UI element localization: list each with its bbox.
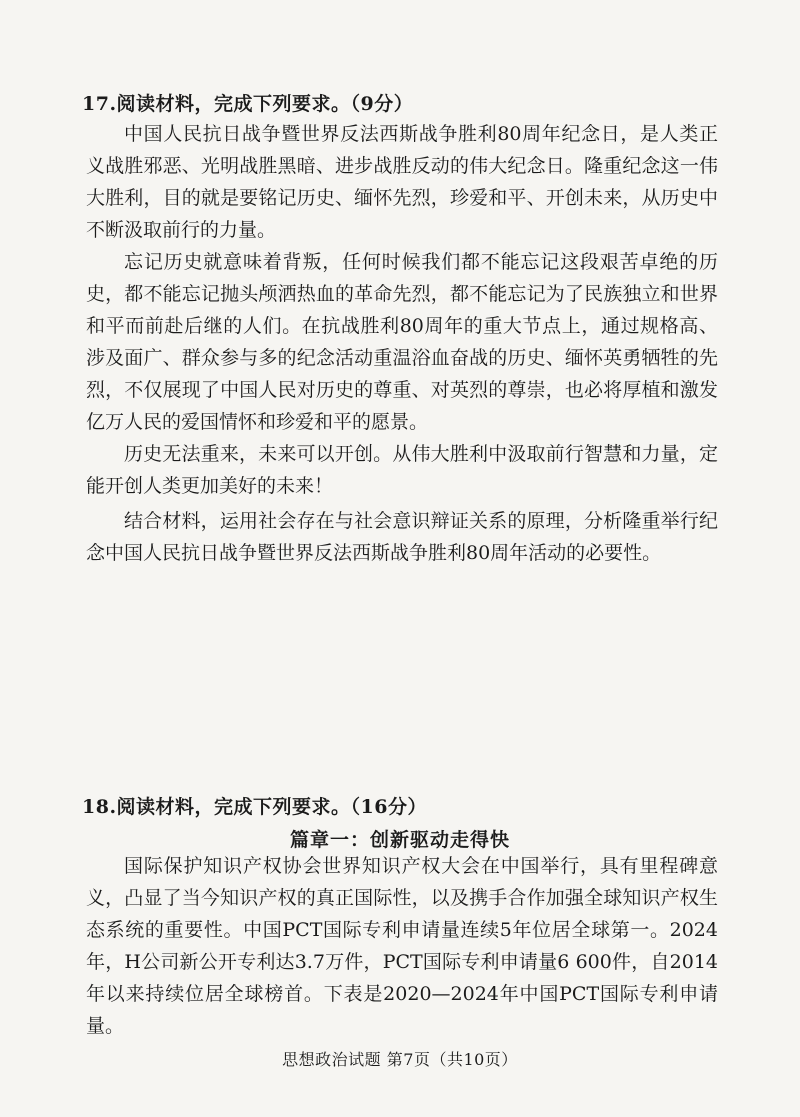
question-17-paragraph-1: 中国人民抗日战争暨世界反法西斯战争胜利80周年纪念日，是人类正义战胜邪恶、光明战胜黑暗、进步战胜反动的伟大纪念日。隆重纪念这一伟大胜利，目的就是要铭记历史、缅怀先烈，珍爱和平、开创未来，从历史中不断汲取前行的力量。	[86, 123, 718, 241]
question-18-heading: 18.阅读材料，完成下列要求。（16分）	[82, 796, 427, 818]
page-footer: 思想政治试题 第7页（共10页）	[282, 1050, 518, 1069]
question-17-heading: 17.阅读材料，完成下列要求。（9分）	[82, 93, 414, 115]
question-18-paragraph: 国际保护知识产权协会世界知识产权大会在中国举行，具有里程碑意义，凸显了当今知识产权的真正国际性，以及携手合作加强全球知识产权生态系统的重要性。中国PCT国际专利申请量连续5年位居全球第一。2024年，H公司新公开专利达3.7万件，PCT国际专利申请量6 600件，自2014年以来持续位居全球榜首。下表是2020—2024年中国PCT国际专利申请量。	[86, 855, 718, 1037]
question-17-paragraph-3: 历史无法重来，未来可以开创。从伟大胜利中汲取前行智慧和力量，定能开创人类更加美好的未来！	[86, 443, 718, 497]
question-17-paragraph-2: 忘记历史就意味着背叛，任何时候我们都不能忘记这段艰苦卓绝的历史，都不能忘记抛头颅洒热血的革命先烈，都不能忘记为了民族独立和世界和平而前赴后继的人们。在抗战胜利80周年的重大节点上，通过规格高、涉及面广、群众参与多的纪念活动重温浴血奋战的历史、缅怀英勇牺牲的先烈，不仅展现了中国人民对历史的尊重、对英烈的尊崇，也必将厚植和激发亿万人民的爱国情怀和珍爱和平的愿景。	[86, 251, 718, 433]
question-17-task: 结合材料，运用社会存在与社会意识辩证关系的原理，分析隆重举行纪念中国人民抗日战争暨世界反法西斯战争胜利80周年活动的必要性。	[86, 510, 718, 564]
chapter-title: 篇章一：创新驱动走得快	[289, 829, 510, 851]
